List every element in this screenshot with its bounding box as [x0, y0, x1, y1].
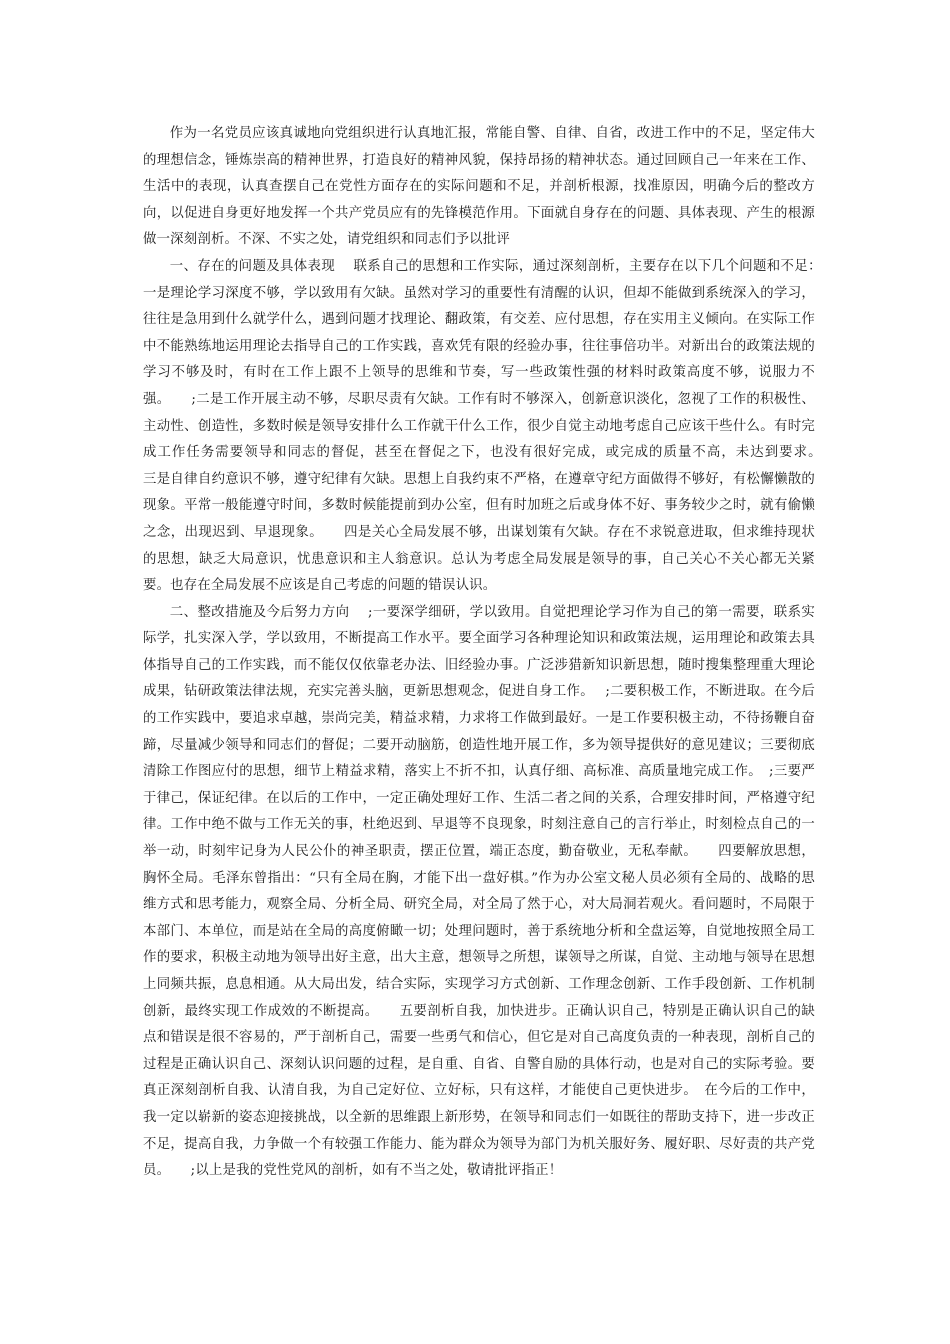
document-body — [143, 121, 843, 1185]
intro-paragraph: 作为一名党员应该真诚地向党组织进行认真地汇报，常能自警、自律、自省，改进工作中的不足，坚定伟大的理想信念，锤炼崇高的精神世界，打造良好的精神风貌，保持昂扬的精神状态。通过回顾自己一年来在工作、生活中的表现，认真查摆自己在党性方面存在的实际问题和不足，并剖析根源，找准原因，明确今后的整改方向，以促进自身更好地发挥一个共产党员应有的先锋模范作用。下面就自身存在的问题、具体表现、产生的根源做一深刻剖析。不深、不实之处，请党组织和同志们予以批评 — [143, 126, 815, 248]
measures-paragraph: 二、整改措施及今后努力方向 ;一要深学细研，学以致用。自觉把理论学习作为自己的第一需要，联系实际学，扎实深入学，学以致用，不断提高工作水平。要全面学习各种理论知识和政策法规，运用理论和政策去具体指导自己的工作实践，而不能仅仅依靠老办法、旧经验办事。广泛涉猎新知识新思想，随时搜集整理重大理论成果，钻研政策法律法规，充实完善头脑，更新思想观念，促进自身工作。 ;二要积极工作，不断进取。在今后的工作实践中，要追求卓越，崇尚完美，精益求精，力求将工作做到最好。一是工作要积极主动，不待扬鞭自奋蹄，尽量减少领导和同志们的督促；二要开动脑筋，创造性地开展工作，多为领导提供好的意见建议；三要彻底清除工作图应付的思想，细节上精益求精，落实上不折不扣，认真仔细、高标准、高质量地完成工作。 ;三要严于律己，保证纪律。在以后的工作中，一定正确处理好工作、生活二者之间的关系，合理安排时间，严格遵守纪律。工作中绝不做与工作无关的事，杜绝迟到、早退等不良现象，时刻注意自己的言行举止，时刻检点自己的一举一动，时刻牢记身为人民公仆的神圣职责，摆正位置，端正态度，勤奋敬业，无私奉献。 四要解放思想，胸怀全局。毛泽东曾指出：“只有全局在胸，才能下出一盘好棋。”作为办公室文秘人员必须有全局的、战略的思维方式和思考能力，观察全局、分析全局、研究全局，对全局了然于心，对大局洞若观火。看问题时，不局限于本部门、本单位，而是站在全局的高度俯瞰一切；处理问题时，善于系统地分析和全盘运筹，自觉地按照全局工作的要求，积极主动地为领导出好主意，出大主意，想领导之所想，谋领导之所谋，自觉、主动地与领导在思想上同频共振，息息相通。从大局出发，结合实际，实现学习方式创新、工作理念创新、工作手段创新、工作机制创新，最终实现工作成效的不断提高。 五要剖析自我，加快进步。正确认识自己，特别是正确认识自己的缺点和错误是很不容易的，严于剖析自己，需要一些勇气和信心，但它是对自己高度负责的一种表现，剖析自己的过程是正确认识自己、深刻认识问题的过程，是自重、自省、自警自励的具体行动，也是对自己的实际考验。要真正深刻剖析自我、认清自我，为自己定好位、立好标，只有这样，才能使自己更快进步。 在今后的工作中，我一定以崭新的姿态迎接挑战，以全新的思维跟上新形势，在领导和同志们一如既往的帮助支持下，进一步改正不足，提高自我，力争做一个有较强工作能力、能为群众为领导为部门为机关服好务、履好职、尽好责的共产党员。 ;以上是我的党性党风的剖析，如有不当之处，敬请批评指正！ — [143, 604, 815, 1179]
problems-paragraph: 一、存在的问题及具体表现 联系自己的思想和工作实际，通过深刻剖析，主要存在以下几个问题和不足： 一是理论学习深度不够，学以致用有欠缺。虽然对学习的重要性有清醒的认识，但却不能做到系统深入的学习，往往是急用到什么就学什么，遇到问题才找理论、翻政策，有交差、应付思想，存在实用主义倾向。在实际工作中不能熟练地运用理论去指导自己的工作实践，喜欢凭有限的经验办事，往往事倍功半。对新出台的政策法规的学习不够及时，有时在工作上跟不上领导的思维和节奏，写一些政策性强的材料时政策高度不够，说服力不强。 ;二是工作开展主动不够，尽职尽责有欠缺。工作有时不够深入，创新意识淡化，忽视了工作的积极性、主动性、创造性，多数时候是领导安排什么工作就干什么工作，很少自觉主动地考虑自己应该干些什么。有时完成工作任务需要领导和同志的督促，甚至在督促之下，也没有很好完成，或完成的质量不高，未达到要求。 三是自律自约意识不够，遵守纪律有欠缺。思想上自我约束不严格，在遵章守纪方面做得不够好，有松懈懒散的现象。平常一般能遵守时间，多数时候能提前到办公室，但有时加班之后或身体不好、事务较少之时，就有偷懒之念，出现迟到、早退现象。 四是关心全局发展不够，出谋划策有欠缺。存在不求锐意进取，但求维持现状的思想，缺乏大局意识，忧患意识和主人翁意识。总认为考虑全局发展是领导的事，自己关心不关心都无关紧要。也存在全局发展不应该是自己考虑的问题的错误认识。 — [143, 258, 843, 594]
